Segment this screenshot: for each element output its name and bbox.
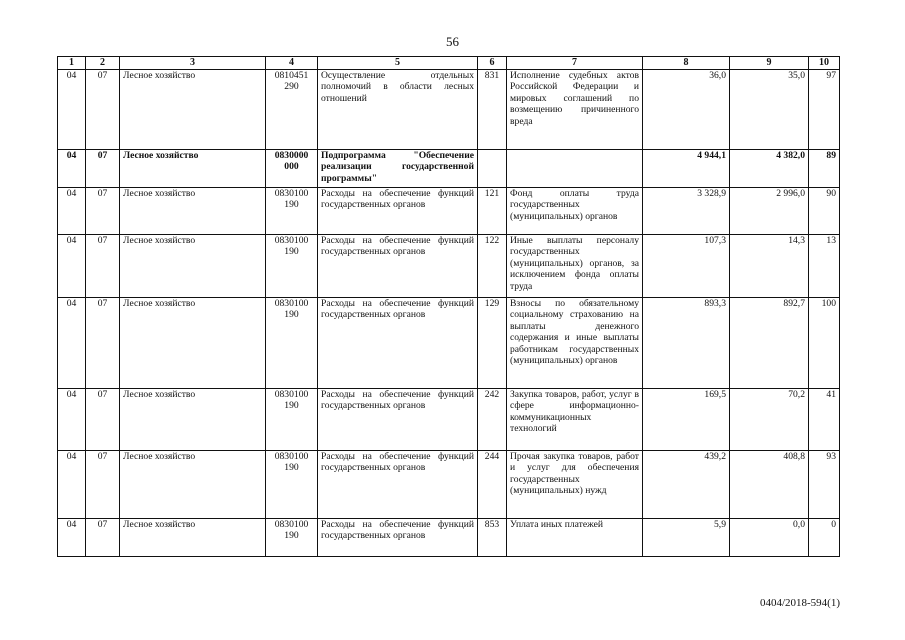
table-row [58, 70, 840, 150]
article-description-cell: Расходы на обеспечение функций государственных органов [318, 519, 478, 557]
budget-table [57, 56, 840, 557]
target-article-cell: 0830100 190 [266, 519, 318, 557]
target-article-cell: 0830100 190 [266, 389, 318, 451]
table-row [58, 150, 840, 188]
execution-percent-cell: 97 [809, 70, 840, 150]
name-cell: Лесное хозяйство [120, 150, 266, 188]
table-body [58, 70, 840, 557]
column-header: 6 [478, 57, 507, 70]
execution-percent-cell: 90 [809, 188, 840, 235]
target-article-cell: 0830100 190 [266, 451, 318, 519]
table-row [58, 298, 840, 389]
expense-type-description-cell: Фонд оплаты труда государственных (муниципальных) органов [507, 188, 643, 235]
page-number: 56 [446, 34, 459, 49]
table-row [58, 389, 840, 451]
column-header: 7 [507, 57, 643, 70]
section-cell: 04 [58, 188, 86, 235]
planned-amount-cell: 5,9 [643, 519, 730, 557]
section-cell: 04 [58, 150, 86, 188]
article-description-cell: Подпрограмма "Обеспечение реализации государственной программы" [318, 150, 478, 188]
planned-amount-cell: 36,0 [643, 70, 730, 150]
column-header: 1 [58, 57, 86, 70]
article-description-cell: Расходы на обеспечение функций государственных органов [318, 451, 478, 519]
executed-amount-cell: 892,7 [730, 298, 809, 389]
subsection-cell: 07 [86, 298, 120, 389]
name-cell: Лесное хозяйство [120, 188, 266, 235]
article-description-cell: Расходы на обеспечение функций государственных органов [318, 235, 478, 298]
table-row [58, 235, 840, 298]
executed-amount-cell: 0,0 [730, 519, 809, 557]
name-cell: Лесное хозяйство [120, 451, 266, 519]
executed-amount-cell: 35,0 [730, 70, 809, 150]
expense-type-description-cell: Прочая закупка товаров, работ и услуг для обеспечения государственных (муниципальных) нужд [507, 451, 643, 519]
expense-type-description-cell: Взносы по обязательному социальному страхованию на выплаты денежного содержания и иные выплаты работникам государственных (муниципальных) органов [507, 298, 643, 389]
section-cell: 04 [58, 519, 86, 557]
expense-type-cell: 242 [478, 389, 507, 451]
expense-type-cell: 121 [478, 188, 507, 235]
expense-type-cell: 122 [478, 235, 507, 298]
section-cell: 04 [58, 70, 86, 150]
subsection-cell: 07 [86, 519, 120, 557]
execution-percent-cell: 41 [809, 389, 840, 451]
column-header: 5 [318, 57, 478, 70]
article-description-cell: Осуществление отдельных полномочий в области лесных отношений [318, 70, 478, 150]
expense-type-description-cell [507, 150, 643, 188]
planned-amount-cell: 107,3 [643, 235, 730, 298]
expense-type-cell: 831 [478, 70, 507, 150]
subsection-cell: 07 [86, 389, 120, 451]
subsection-cell: 07 [86, 70, 120, 150]
executed-amount-cell: 4 382,0 [730, 150, 809, 188]
section-cell: 04 [58, 451, 86, 519]
section-cell: 04 [58, 298, 86, 389]
article-description-cell: Расходы на обеспечение функций государственных органов [318, 188, 478, 235]
planned-amount-cell: 169,5 [643, 389, 730, 451]
expense-type-description-cell: Закупка товаров, работ, услуг в сфере информационно-коммуникационных технологий [507, 389, 643, 451]
expense-type-description-cell: Иные выплаты персоналу государственных (муниципальных) органов, за исключением фонда оплаты труда [507, 235, 643, 298]
article-description-cell: Расходы на обеспечение функций государственных органов [318, 389, 478, 451]
target-article-cell: 0810451 290 [266, 70, 318, 150]
planned-amount-cell: 439,2 [643, 451, 730, 519]
execution-percent-cell: 89 [809, 150, 840, 188]
expense-type-cell: 853 [478, 519, 507, 557]
table-row [58, 451, 840, 519]
document-code: 0404/2018-594(1) [759, 597, 840, 609]
execution-percent-cell: 93 [809, 451, 840, 519]
name-cell: Лесное хозяйство [120, 235, 266, 298]
target-article-cell: 0830100 190 [266, 188, 318, 235]
executed-amount-cell: 408,8 [730, 451, 809, 519]
expense-type-cell: 244 [478, 451, 507, 519]
executed-amount-cell: 2 996,0 [730, 188, 809, 235]
execution-percent-cell: 0 [809, 519, 840, 557]
expense-type-cell [478, 150, 507, 188]
expense-type-cell: 129 [478, 298, 507, 389]
column-header: 4 [266, 57, 318, 70]
subsection-cell: 07 [86, 235, 120, 298]
name-cell: Лесное хозяйство [120, 298, 266, 389]
name-cell: Лесное хозяйство [120, 70, 266, 150]
execution-percent-cell: 100 [809, 298, 840, 389]
column-header: 2 [86, 57, 120, 70]
column-header: 8 [643, 57, 730, 70]
planned-amount-cell: 893,3 [643, 298, 730, 389]
executed-amount-cell: 14,3 [730, 235, 809, 298]
planned-amount-cell: 4 944,1 [643, 150, 730, 188]
section-cell: 04 [58, 235, 86, 298]
planned-amount-cell: 3 328,9 [643, 188, 730, 235]
name-cell: Лесное хозяйство [120, 519, 266, 557]
execution-percent-cell: 13 [809, 235, 840, 298]
expense-type-description-cell: Уплата иных платежей [507, 519, 643, 557]
table-header-row [58, 57, 840, 70]
expense-type-description-cell: Исполнение судебных актов Российской Федерации и мировых соглашений по возмещению причиненного вреда [507, 70, 643, 150]
subsection-cell: 07 [86, 150, 120, 188]
target-article-cell: 0830100 190 [266, 235, 318, 298]
subsection-cell: 07 [86, 451, 120, 519]
target-article-cell: 0830100 190 [266, 298, 318, 389]
table-row [58, 519, 840, 557]
target-article-cell: 0830000 000 [266, 150, 318, 188]
column-header: 9 [730, 57, 809, 70]
article-description-cell: Расходы на обеспечение функций государственных органов [318, 298, 478, 389]
column-header: 10 [809, 57, 840, 70]
table-row [58, 188, 840, 235]
column-header: 3 [120, 57, 266, 70]
section-cell: 04 [58, 389, 86, 451]
executed-amount-cell: 70,2 [730, 389, 809, 451]
subsection-cell: 07 [86, 188, 120, 235]
name-cell: Лесное хозяйство [120, 389, 266, 451]
